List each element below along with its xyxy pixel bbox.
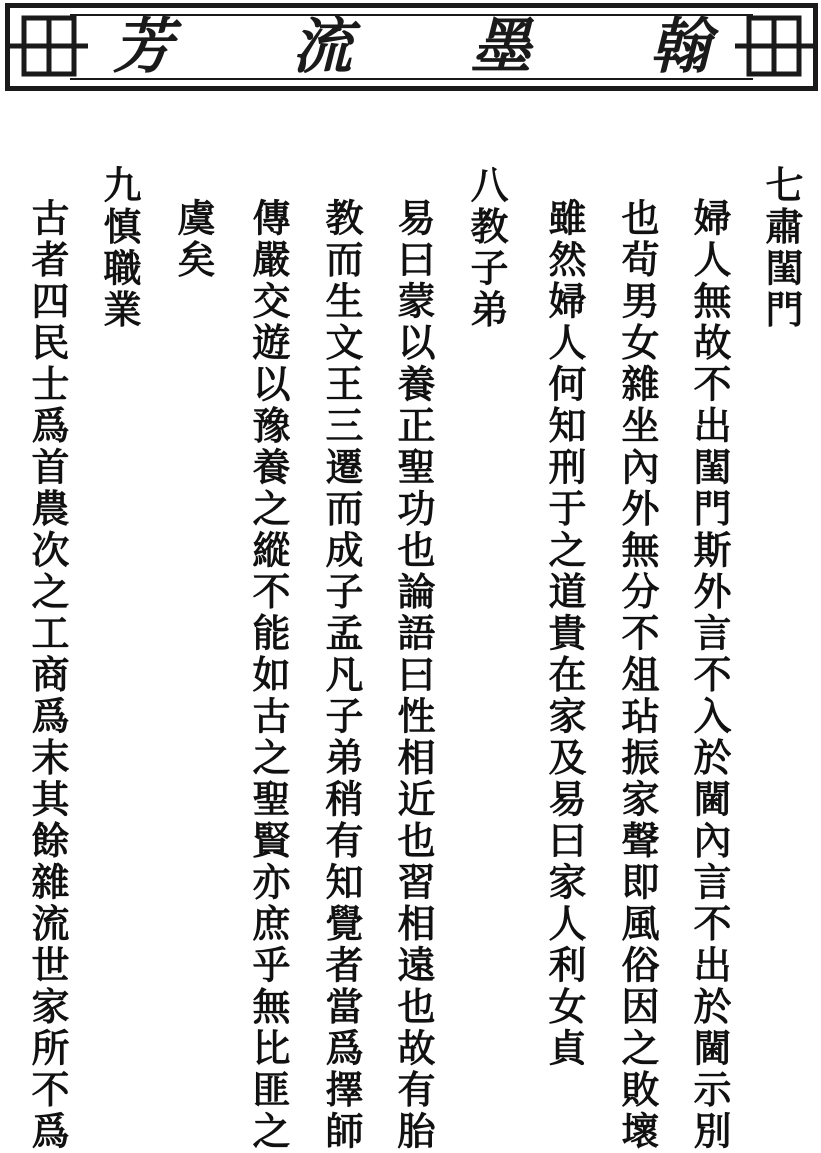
text-column: 雖然婦人何知刑于之道貴在家及易曰家人利女貞 [542,198,587,1070]
banner-title-char: 翰 [650,12,710,82]
section-heading: 七肅閨門 [759,165,804,331]
banner-title-char: 墨 [471,12,531,82]
text-column: 傳嚴交遊以豫養之縱不能如古之聖賢亦庶乎無比匪之 [246,198,291,1153]
text-column: 也茍男女雜坐內外無分不俎玷振家聲即風俗因之敗壞 [615,198,660,1153]
text-column: 虞矣 [171,198,216,281]
banner-title-char: 流 [292,12,352,82]
section-heading: 九慎職業 [97,165,142,331]
text-column: 教而生文王三遷而成子孟凡子弟稍有知覺者當爲擇師 [319,198,364,1153]
banner-title-char: 芳 [113,12,173,82]
vertical-text-body [0,150,821,1153]
text-column: 古者四民士爲首農次之工商爲末其餘雜流世家所不爲 [25,198,70,1153]
text-column: 易曰蒙以養正聖功也論語曰性相近也習相遠也故有胎 [391,198,436,1153]
text-column: 婦人無故不出閨門斯外言不入於閫內言不出於閫示別 [687,198,732,1153]
fret-ornament-right-icon [735,8,813,86]
section-heading: 八教子弟 [464,165,509,331]
title-banner [5,3,818,91]
banner-title [105,8,718,86]
